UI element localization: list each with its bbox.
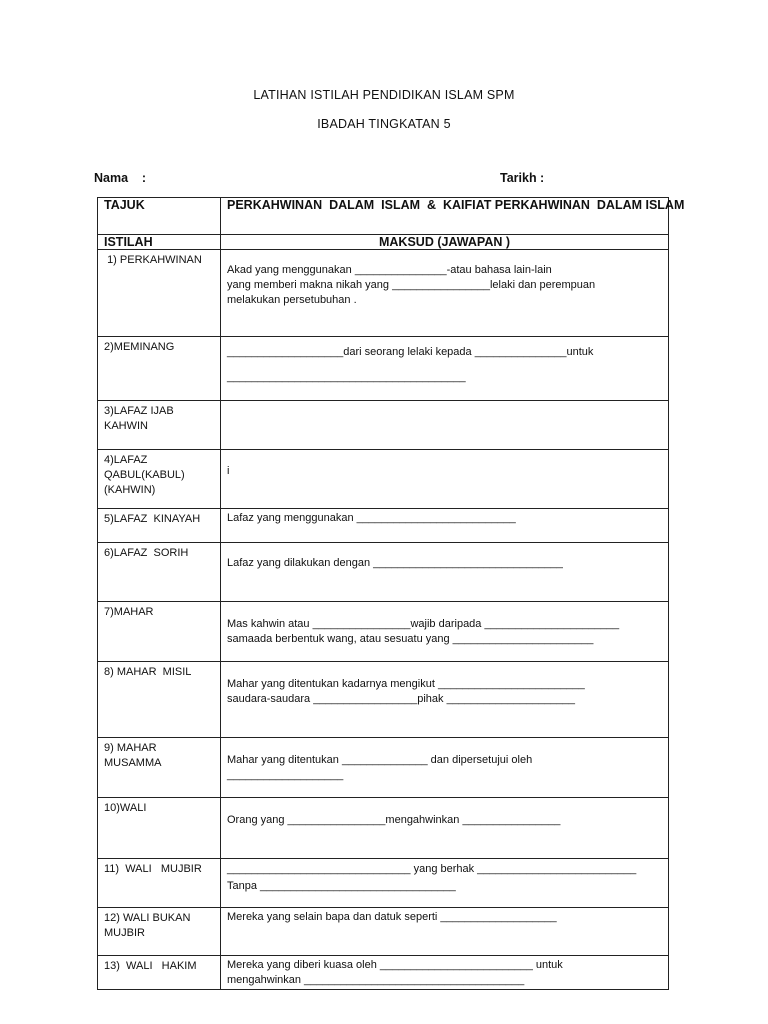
answer-line: Mas kahwin atau ________________wajib daripada ______________________ bbox=[227, 618, 620, 630]
answer-line: Tanpa ________________________________ bbox=[227, 880, 456, 892]
istilah-term: 5)LAFAZ KINAYAH bbox=[98, 509, 221, 543]
istilah-table bbox=[97, 197, 685, 990]
maksud-answer[interactable] bbox=[221, 543, 669, 602]
answer-line: Mereka yang diberi kuasa oleh _________________________ untuk bbox=[227, 959, 563, 971]
maksud-answer[interactable] bbox=[221, 250, 669, 337]
maksud-answer[interactable] bbox=[221, 602, 669, 662]
answer-line: ______________________________ yang berhak __________________________ bbox=[227, 863, 637, 875]
nama-label: Nama : bbox=[94, 171, 147, 185]
istilah-term: 7)MAHAR bbox=[98, 602, 221, 662]
maksud-answer[interactable] bbox=[221, 509, 669, 543]
answer-line: ___________________ bbox=[227, 769, 344, 781]
istilah-term: 13) WALI HAKIM bbox=[98, 956, 221, 990]
answer-line: Orang yang ________________mengahwinkan ________________ bbox=[227, 814, 561, 826]
table-row bbox=[98, 250, 669, 337]
istilah-term: 8) MAHAR MISIL bbox=[98, 662, 221, 738]
answer-line: mengahwinkan ____________________________________ bbox=[227, 974, 525, 986]
table-row bbox=[98, 662, 669, 738]
answer-line: Mahar yang ditentukan ______________ dan dipersetujui oleh bbox=[227, 754, 533, 766]
answer-line: yang memberi makna nikah yang ________________lelaki dan perempuan bbox=[227, 279, 596, 291]
worksheet-subtitle: IBADAH TINGKATAN 5 bbox=[317, 117, 451, 131]
worksheet-title: LATIHAN ISTILAH PENDIDIKAN ISLAM SPM bbox=[253, 88, 515, 102]
answer-line: melakukan persetubuhan . bbox=[227, 294, 357, 306]
maksud-answer[interactable] bbox=[221, 337, 669, 401]
istilah-term: 12) WALI BUKAN MUJBIR bbox=[98, 908, 221, 956]
answer-line: Lafaz yang menggunakan __________________________ bbox=[227, 512, 516, 524]
table-row bbox=[98, 450, 669, 509]
answer-line: saudara-saudara _________________pihak _____________________ bbox=[227, 693, 576, 705]
maksud-answer[interactable] bbox=[221, 908, 669, 956]
maksud-answer[interactable] bbox=[221, 798, 669, 859]
maksud-answer[interactable] bbox=[221, 956, 669, 990]
maksud-answer[interactable] bbox=[221, 450, 669, 509]
answer-line: Mereka yang selain bapa dan datuk seperti ___________________ bbox=[227, 911, 557, 923]
column-header-row bbox=[98, 235, 669, 250]
tarikh-label: Tarikh : bbox=[500, 171, 545, 185]
table-row bbox=[98, 543, 669, 602]
answer-line: Akad yang menggunakan _______________-atau bahasa lain-lain bbox=[227, 264, 552, 276]
istilah-term: 3)LAFAZ IJAB KAHWIN bbox=[98, 401, 221, 450]
maksud-answer[interactable] bbox=[221, 738, 669, 798]
istilah-term: 10)WALI bbox=[98, 798, 221, 859]
tajuk-row bbox=[98, 198, 669, 235]
answer-line: _______________________________________ bbox=[227, 371, 466, 383]
istilah-term: 4)LAFAZ QABUL(KABUL) (KAHWIN) bbox=[98, 450, 221, 509]
tajuk-value: PERKAHWINAN DALAM ISLAM & KAIFIAT PERKAHWINAN DALAM ISLAM bbox=[221, 198, 669, 235]
tajuk-label: TAJUK bbox=[98, 198, 221, 235]
table-row bbox=[98, 908, 669, 956]
maksud-answer[interactable] bbox=[221, 662, 669, 738]
answer-line: i bbox=[227, 465, 230, 477]
istilah-term: 11) WALI MUJBIR bbox=[98, 859, 221, 908]
table-row bbox=[98, 798, 669, 859]
table-row bbox=[98, 956, 669, 990]
table-row bbox=[98, 509, 669, 543]
istilah-term: 1) PERKAHWINAN bbox=[98, 250, 221, 337]
maksud-header: MAKSUD (JAWAPAN ) bbox=[221, 235, 669, 250]
istilah-term: 9) MAHAR MUSAMMA bbox=[98, 738, 221, 798]
istilah-header: ISTILAH bbox=[98, 235, 221, 250]
istilah-term: 6)LAFAZ SORIH bbox=[98, 543, 221, 602]
answer-line: Mahar yang ditentukan kadarnya mengikut ________________________ bbox=[227, 678, 585, 690]
table-row bbox=[98, 337, 669, 401]
table-row bbox=[98, 602, 669, 662]
maksud-answer[interactable] bbox=[221, 401, 669, 450]
maksud-answer[interactable] bbox=[221, 859, 669, 908]
table-row bbox=[98, 401, 669, 450]
answer-line: samaada berbentuk wang, atau sesuatu yang _______________________ bbox=[227, 633, 594, 645]
istilah-term: 2)MEMINANG bbox=[98, 337, 221, 401]
table-row bbox=[98, 859, 669, 908]
answer-line: ___________________dari seorang lelaki kepada _______________untuk bbox=[227, 346, 594, 358]
table-row bbox=[98, 738, 669, 798]
answer-line: Lafaz yang dilakukan dengan _______________________________ bbox=[227, 557, 563, 569]
